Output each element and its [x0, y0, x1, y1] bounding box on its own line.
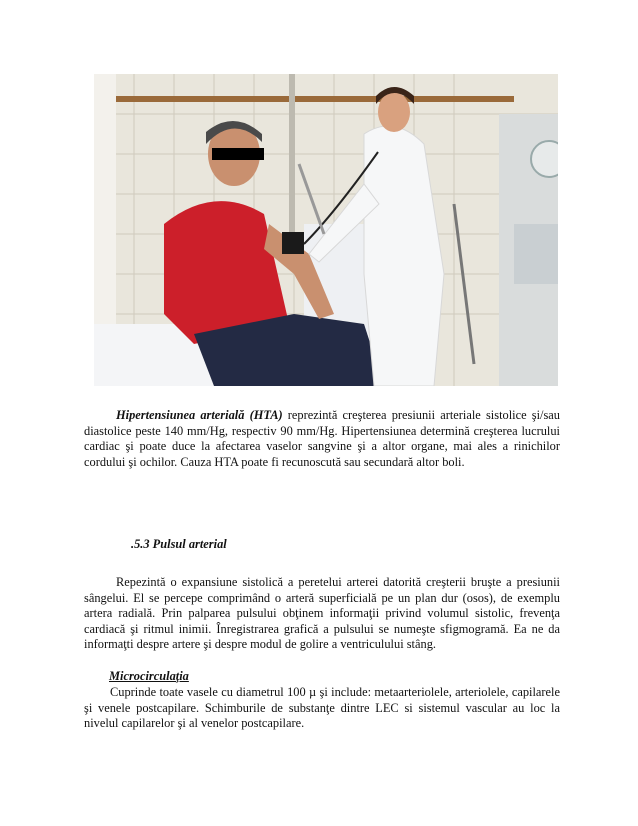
pulse-paragraph: Repezintă o expansiune sistolică a peretelui arterei datorită creşterii bruşte a presiunii sângelui. El se percepe comprimând o arteră superficială pe un plan dur (osos), de exemplu artera radială. Prin palparea pulsului obţinem informaţii privind volumul sistolic, frevenţa cardiacă şi ritmul inimii. Înregistrarea grafică a pulsului se numeşte sfigmogramă. Ea ne da informaţti despre artere şi despre modul de golire a ventriculului stâng.	[84, 575, 560, 652]
hypertension-paragraph	[84, 408, 560, 470]
microcirculation-paragraph: Cuprinde toate vasele cu diametrul 100 µ şi include: metaarteriolele, arteriolele, capilarele şi venele postcapilare. Schimburile de substanţe dintre LEC si sistemul vascular au loc la nivelul capilarelor şi al venelor postcapilare.	[84, 685, 560, 731]
section-heading: .5.3 Pulsul arterial	[131, 537, 227, 551]
hypertension-term: Hipertensiunea arterială (HTA)	[116, 408, 283, 422]
medical-photo	[94, 74, 558, 386]
microcirculation-heading: Microcirculaţia	[109, 669, 189, 683]
hypertension-definition: reprezintă creşterea presiunii arteriale sistolice şi/sau diastolice peste 140 mm/Hg, respectiv 90 mm/Hg. Hipertensiunea determină creşterea lucrului cardiac şi poate duce la afectarea vaselor sangvine şi a altor organe, mai ales a rinichilor cordului şi ochilor. Cauza HTA poate fi recunoscută sau secundară altor boli.	[84, 408, 560, 469]
blood-pressure-photo-illustration	[94, 74, 558, 386]
